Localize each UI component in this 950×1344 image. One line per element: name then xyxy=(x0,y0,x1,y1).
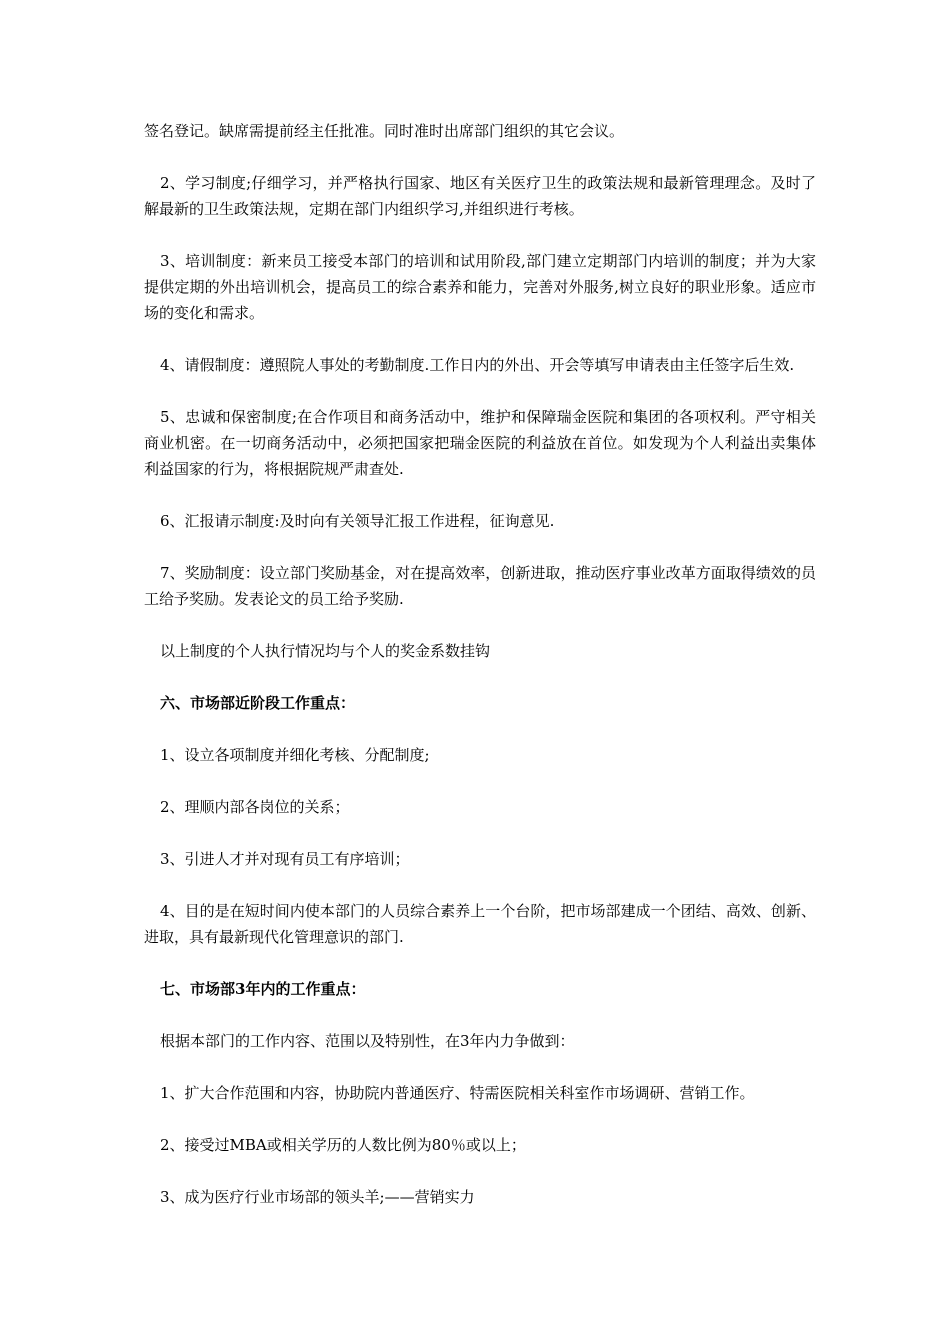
paragraph-reporting-system: 6、汇报请示制度:及时向有关领导汇报工作进程，征询意见. xyxy=(160,512,555,530)
list-item-six-3: 3、引进人才并对现有员工有序培训； xyxy=(160,850,410,868)
paragraph-study-system: 2、学习制度;仔细学习，并严格执行国家、地区有关医疗卫生的政策法规和最新管理理念。及时了解最新的卫生政策法规，定期在部门内组织学习,并组织进行考核。 xyxy=(144,174,816,218)
list-item-six-1: 1、设立各项制度并细化考核、分配制度; xyxy=(160,746,430,764)
heading-section-six: 六、市场部近阶段工作重点： xyxy=(160,694,356,712)
paragraph-training-system: 3、培训制度：新来员工接受本部门的培训和试用阶段,部门建立定期部门内培训的制度；并为大家提供定期的外出培训机会，提高员工的综合素养和能力，完善对外服务,树立良好的职业形象。适应市场的变化和需求。 xyxy=(144,252,816,322)
list-item-seven-3: 3、成为医疗行业市场部的领头羊;——营销实力 xyxy=(160,1188,475,1206)
paragraph-bonus-link: 以上制度的个人执行情况均与个人的奖金系数挂钩 xyxy=(160,642,491,660)
document-page xyxy=(144,118,816,1236)
list-item-seven-1: 1、扩大合作范围和内容，协助院内普通医疗、特需医院相关科室作市场调研、营销工作。 xyxy=(160,1084,755,1102)
heading-section-seven: 七、市场部3年内的工作重点： xyxy=(160,980,366,998)
list-item-six-4: 4、目的是在短时间内使本部门的人员综合素养上一个台阶，把市场部建成一个团结、高效、创新、进取，具有最新现代化管理意识的部门. xyxy=(144,902,816,946)
list-item-six-2: 2、理顺内部各岗位的关系； xyxy=(160,798,350,816)
paragraph-confidentiality-system: 5、忠诚和保密制度;在合作项目和商务活动中，维护和保障瑞金医院和集团的各项权利。严守相关商业机密。在一切商务活动中，必须把国家把瑞金医院的利益放在首位。如发现为个人利益出卖集体利益国家的行为，将根据院规严肃查处. xyxy=(144,408,816,478)
paragraph-attendance-continued: 签名登记。缺席需提前经主任批准。同时准时出席部门组织的其它会议。 xyxy=(144,122,625,140)
paragraph-reward-system: 7、奖励制度：设立部门奖励基金，对在提高效率，创新进取，推动医疗事业改革方面取得绩效的员工给予奖励。发表论文的员工给予奖励. xyxy=(144,564,816,608)
paragraph-section-seven-intro: 根据本部门的工作内容、范围以及特别性，在3年内力争做到： xyxy=(160,1032,575,1050)
paragraph-leave-system: 4、请假制度：遵照院人事处的考勤制度.工作日内的外出、开会等填写申请表由主任签字后生效. xyxy=(160,356,795,374)
list-item-seven-2: 2、接受过MBA或相关学历的人数比例为80％或以上； xyxy=(160,1136,526,1154)
